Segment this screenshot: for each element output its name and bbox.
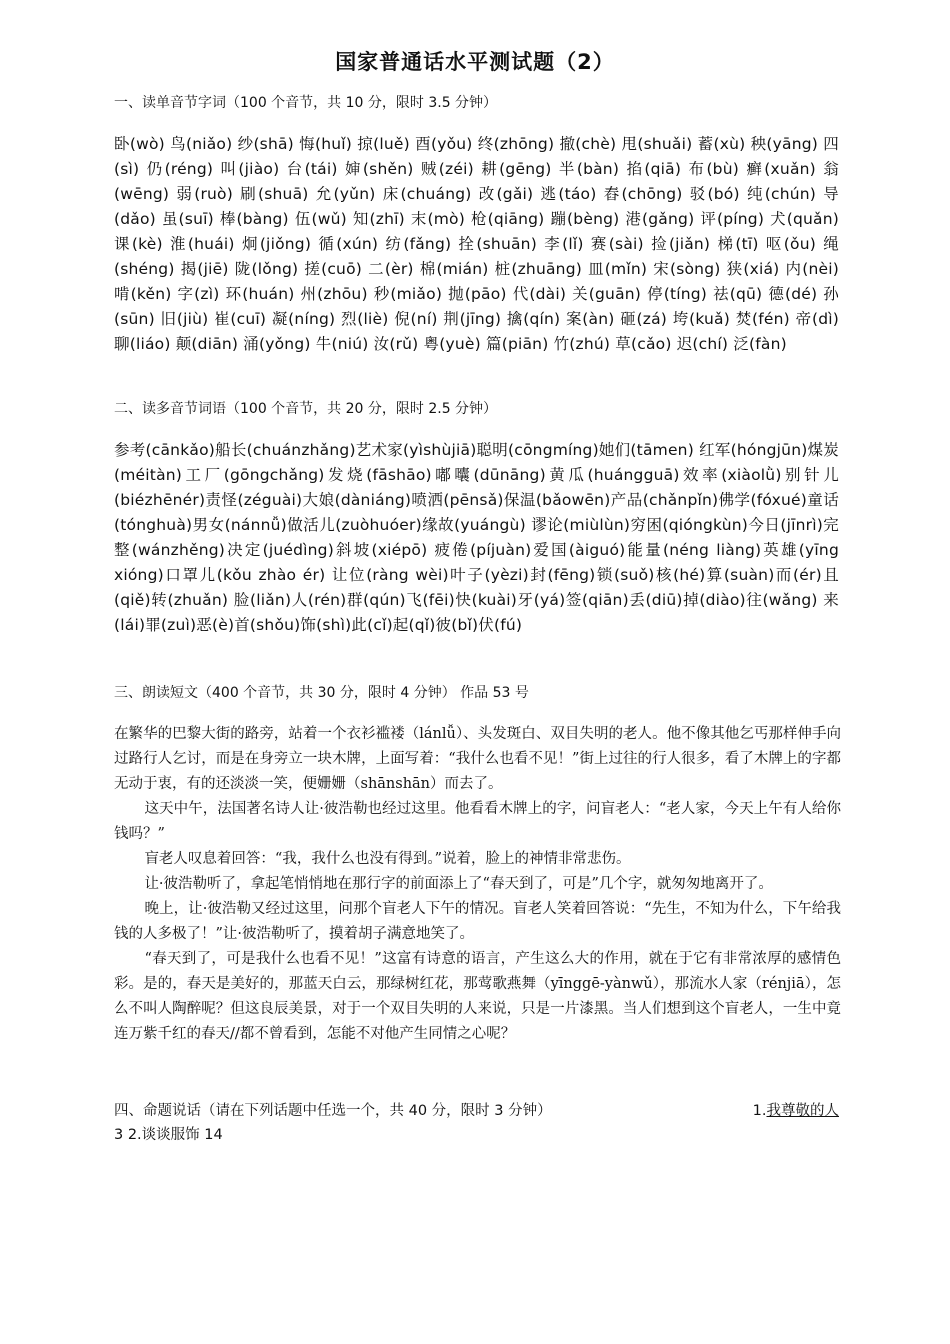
topics-line-2: 3 2.谈谈服饰 14	[114, 1127, 223, 1143]
section-three-passage	[114, 722, 841, 1047]
passage-paragraph-2: 这天中午，法国著名诗人让·彼浩勒也经过这里。他看看木牌上的字，问盲老人：“老人家，今天上午有人给你钱吗？”	[114, 801, 841, 842]
passage-paragraph-5: 晚上，让·彼浩勒又经过这里，问那个盲老人下午的情况。盲老人笑着回答说：“先生，不知为什么，下午给我钱的人多极了！”让·彼浩勒听了，摸着胡子满意地笑了。	[114, 901, 841, 942]
page-title: 国家普通话水平测试题（2）	[335, 50, 615, 74]
passage-paragraph-4: 让·彼浩勒听了，拿起笔悄悄地在那行字的前面添上了“春天到了，可是”几个字，就匆匆地离开了。	[144, 876, 773, 892]
topic-1-number: 1.	[752, 1103, 767, 1119]
topic-1-label: 我尊敬的人	[766, 1103, 839, 1119]
passage-paragraph-3: 盲老人叹息着回答：“我，我什么也没有得到。”说着，脸上的神情非常悲伤。	[144, 851, 631, 867]
section-two-heading: 二、读多音节词语（100 个音节，共 20 分，限时 2.5 分钟）	[114, 401, 498, 417]
topic-1	[753, 1099, 839, 1123]
section-three-heading: 三、朗读短文（400 个音节，共 30 分，限时 4 分钟） 作品 53 号	[114, 685, 529, 701]
section-four	[114, 1099, 839, 1147]
section-one-heading: 一、读单音节字词（100 个音节，共 10 分，限时 3.5 分钟）	[114, 95, 498, 111]
passage-paragraph-1: 在繁华的巴黎大街的路旁，站着一个衣衫褴褛（lánlǚ）、头发斑白、双目失明的老人。他不像其他乞丐那样伸手向过路行人乞讨，而是在身旁立一块木牌，上面写着：“我什么也看不见！”街上过往的行人很多，看了木牌上的字都无动于衷，有的还淡淡一笑，便姗姗（shānshān）而去了。	[114, 726, 841, 792]
section-two-content: 参考(cānkǎo)船长(chuánzhǎng)艺术家(yìshùjiā)聪明(cōngmíng)她们(tāmen) 红军(hóngjūn)煤炭(méitàn)工厂(gōngchǎng)发烧(fāshāo)嘟囔(dūnāng)黄瓜(huángguā)效率(xiàolǜ)别针儿(biézhēnér)责怪(zéguài)大娘(dàniáng)喷洒(pēnsǎ)保温(bǎowēn)产品(chǎnpǐn)佛学(fóxué)童话(tónghuà)男女(nánnǚ)做活儿(zuòhuóer)缘故(yuángù) 谬论(miùlùn)穷困(qióngkùn)今日(jīnrì)完整(wánzhěng)决定(juédìng)斜坡(xiépō) 疲倦(píjuàn)爱国(àiguó)能量(néng liàng)英雄(yīng xióng)口罩儿(kǒu zhào ér) 让位(ràng wèi)叶子(yèzi)封(fēng)锁(suǒ)核(hé)算(suàn)而(ér)且(qiě)转(zhuǎn) 脸(liǎn)人(rén)群(qún)飞(fēi)快(kuài)牙(yá)签(qiān)丢(diū)掉(diào)往(wǎng) 来(lái)罪(zuì)恶(è)首(shǒu)饰(shì)此(cǐ)起(qǐ)彼(bǐ)伏(fú)	[114, 441, 839, 634]
section-four-heading: 四、命题说话（请在下列话题中任选一个，共 40 分，限时 3 分钟）	[114, 1103, 552, 1119]
passage-paragraph-6: “春天到了，可是我什么也看不见！”这富有诗意的语言，产生这么大的作用，就在于它有非常浓厚的感情色彩。是的，春天是美好的，那蓝天白云，那绿树红花，那莺歌燕舞（yīnggē-yànwǔ），那流水人家（rénjiā），怎么不叫人陶醉呢？但这良辰美景，对于一个双目失明的人来说，只是一片漆黑。当人们想到这个盲老人，一生中竟连万紫千红的春天//都不曾看到，怎能不对他产生同情之心呢？	[114, 951, 841, 1042]
section-one-content: 卧(wò) 鸟(niǎo) 纱(shā) 悔(huǐ) 掠(luě) 酉(yǒu) 终(zhōng) 撤(chè) 甩(shuǎi) 蓄(xù) 秧(yāng) 四(sì) 仍(réng) 叫(jiào) 台(tái) 婶(shěn) 贼(zéi) 耕(gēng) 半(bàn) 掐(qiā) 布(bù) 癣(xuǎn) 翁(wēng) 弱(ruò) 刷(shuā) 允(yǔn) 床(chuáng) 改(gǎi) 逃(táo) 舂(chōng) 驳(bó) 纯(chún) 导(dǎo) 虽(suī) 棒(bàng) 伍(wǔ) 知(zhī) 末(mò) 枪(qiāng) 蹦(bèng) 港(gǎng) 评(píng) 犬(quǎn) 课(kè) 淮(huái) 炯(jiǒng) 循(xún) 纺(fǎng) 拴(shuān) 李(lǐ) 赛(sài) 捡(jiǎn) 梯(tī) 呕(ǒu) 绳(shéng) 揭(jiē) 陇(lǒng) 搓(cuō) 二(èr) 棉(mián) 桩(zhuāng) 皿(mǐn) 宋(sòng) 狭(xiá) 内(nèi) 啃(kěn) 字(zì) 环(huán) 州(zhōu) 秒(miǎo) 抛(pāo) 代(dài) 关(guān) 停(tíng) 祛(qū) 德(dé) 孙(sūn) 旧(jiù) 崔(cuī) 凝(níng) 烈(liè) 倪(ní) 荆(jīng) 擒(qín) 案(àn) 砸(zá) 垮(kuǎ) 焚(fén) 帝(dì) 聊(liáo) 颠(diān) 涌(yǒng) 牛(niú) 汝(rǔ) 粤(yuè) 篇(piān) 竹(zhú) 草(cǎo) 迟(chí) 泛(fàn)	[114, 135, 839, 353]
